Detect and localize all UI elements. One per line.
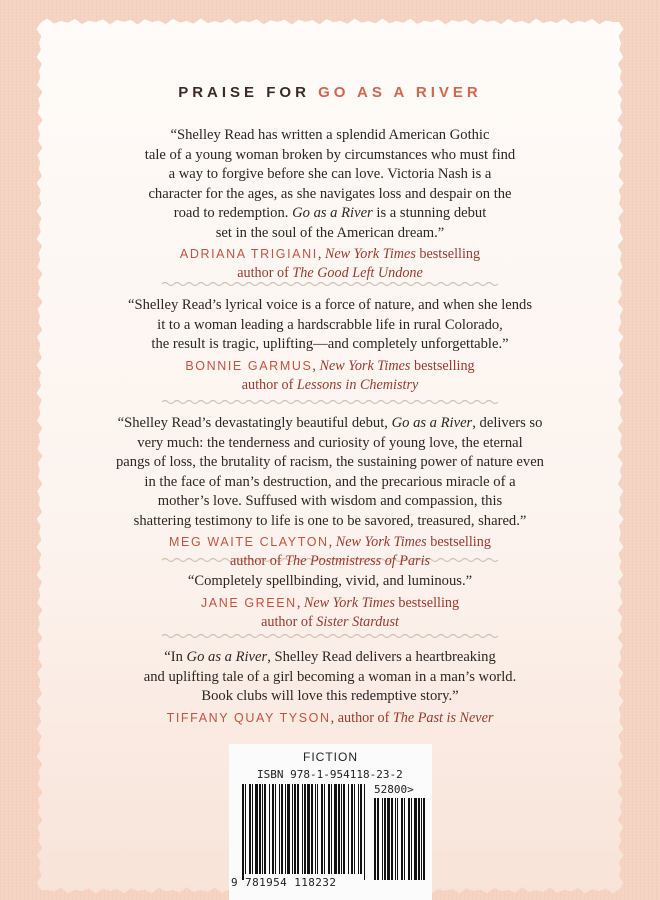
barcode-bar bbox=[364, 784, 365, 880]
review-attribution bbox=[80, 357, 580, 395]
price-barcode-bar bbox=[418, 798, 420, 880]
barcode-bar bbox=[315, 784, 316, 874]
reviewer-name: TIFFANY QUAY TYSON bbox=[166, 710, 331, 725]
review-garmus bbox=[80, 296, 580, 395]
price-barcode-bar bbox=[391, 798, 393, 880]
barcode-bar bbox=[279, 784, 280, 874]
price-barcode-bar bbox=[397, 798, 398, 880]
reviewer-credit: , author of The Past is Never bbox=[330, 709, 494, 726]
review-attribution bbox=[80, 709, 580, 728]
price-barcode-bar bbox=[382, 798, 383, 880]
barcode-bar bbox=[281, 784, 283, 874]
barcode-bar bbox=[334, 784, 337, 874]
heading-book-title: GO AS A RIVER bbox=[318, 84, 482, 101]
barcode-panel bbox=[229, 744, 432, 900]
price-barcode-bar bbox=[414, 798, 417, 880]
barcode-bar bbox=[242, 784, 244, 880]
price-barcode-bar bbox=[384, 798, 386, 880]
barcode-bar bbox=[269, 784, 270, 874]
barcode-bar bbox=[275, 784, 276, 874]
isbn-label: ISBN 978-1-954118-23-2 bbox=[257, 768, 403, 781]
review-clayton bbox=[80, 414, 580, 571]
barcode-bar bbox=[328, 784, 330, 874]
barcode-bar bbox=[292, 784, 293, 874]
praise-heading bbox=[0, 84, 660, 101]
price-barcode-bar bbox=[395, 798, 396, 880]
category-label: FICTION bbox=[303, 750, 358, 764]
review-attribution bbox=[80, 245, 580, 283]
barcode-bar bbox=[351, 784, 353, 874]
barcode-bar bbox=[348, 784, 349, 874]
reviewer-name: BONNIE GARMUS bbox=[185, 358, 313, 373]
barcode-bar bbox=[331, 784, 332, 874]
barcode-bar bbox=[338, 784, 340, 874]
review-trigiani bbox=[80, 126, 580, 283]
review-quote: “In Go as a River, Shelley Read delivers a heartbreaking and uplifting tale of a girl becoming a woman in a man’s world. Book clubs will love this redemptive story.” bbox=[143, 649, 517, 704]
reviewer-name: JANE GREEN bbox=[200, 595, 297, 610]
review-quote: “Completely spellbinding, vivid, and luminous.” bbox=[187, 573, 473, 589]
barcode-bar bbox=[354, 784, 355, 874]
reviewer-credit: , New York Times bestselling author of The Postmistress of Paris bbox=[229, 534, 491, 569]
price-barcode-bar bbox=[408, 798, 410, 880]
barcode-bar bbox=[324, 784, 325, 874]
barcode-bar bbox=[255, 784, 258, 874]
barcode-bar bbox=[302, 784, 303, 874]
price-barcode-bar bbox=[387, 798, 390, 880]
review-quote: “Shelley Read’s lyrical voice is a force of nature, and when she lends it to a woman leading a hardscrabble life in rural Colorado, the result is tragic, uplifting—and completely unforgettable.” bbox=[127, 297, 533, 352]
barcode-bar bbox=[311, 784, 313, 874]
reviewer-name: ADRIANA TRIGIANI bbox=[179, 247, 318, 261]
price-barcode-bar bbox=[423, 798, 425, 880]
reviewer-credit: , New York Times bestselling author of Sister Stardust bbox=[261, 594, 460, 630]
ean-number: 9 781954 118232 bbox=[231, 876, 337, 889]
reviewer-name: MEG WAITE CLAYTON bbox=[169, 535, 329, 549]
heading-prefix: PRAISE FOR bbox=[178, 84, 310, 101]
price-barcode-bar bbox=[421, 798, 422, 880]
review-green bbox=[80, 572, 580, 632]
review-tyson bbox=[80, 648, 580, 728]
barcode-bar bbox=[272, 784, 274, 874]
barcode-bar bbox=[245, 784, 246, 874]
barcode-bar bbox=[249, 784, 251, 874]
barcode-bar bbox=[304, 784, 306, 874]
review-attribution bbox=[80, 533, 580, 571]
price-barcode-bar bbox=[377, 798, 379, 880]
review-attribution bbox=[80, 594, 580, 632]
barcode-bar bbox=[321, 784, 323, 874]
reviewer-credit: , New York Times bestselling author of The Good Left Undone bbox=[237, 246, 481, 281]
price-barcode-bar bbox=[374, 798, 376, 880]
barcode-bar bbox=[307, 784, 310, 874]
barcode-bar bbox=[297, 784, 299, 874]
barcode-bar bbox=[294, 784, 296, 874]
review-quote: “Shelley Read has written a splendid American Gothic tale of a young woman broken by circumstances who must find a way to forgive before she can love. Victoria Nash is a character for the ages, as she navigates loss and despair on the road to redemption. Go as a River is a stunning debut set in the soul of the American dream.” bbox=[144, 127, 516, 241]
barcode-bar bbox=[285, 784, 286, 874]
barcode-bar bbox=[317, 784, 318, 874]
barcode-bar bbox=[341, 784, 342, 874]
barcode-bar bbox=[252, 784, 253, 874]
barcode-bar bbox=[343, 784, 345, 874]
barcode-bar bbox=[287, 784, 290, 874]
review-quote: “Shelley Read’s devastatingly beautiful debut, Go as a River, delivers so very much: the tenderness and curiosity of young love, the eternal pangs of loss, the brutality of racism, the sustaining power of nature even in the face of man’s destruction, and the precarious miracle of a mother’s love. Suffused with wisdom and compassion, this shattering testimony to life is one to be savored, treasured, shared.” bbox=[116, 415, 544, 529]
price-barcode-bar bbox=[404, 798, 405, 880]
price-barcode-bar bbox=[401, 798, 403, 880]
barcode-bar bbox=[262, 784, 263, 874]
barcode-bar bbox=[264, 784, 266, 874]
price-barcode-bar bbox=[411, 798, 412, 880]
reviewer-credit: , New York Times bestselling author of Lessons in Chemistry bbox=[241, 357, 475, 393]
barcode-bar bbox=[259, 784, 261, 874]
barcode-bar bbox=[358, 784, 359, 874]
barcode-bar bbox=[360, 784, 362, 874]
price-code: 52800> bbox=[374, 783, 414, 796]
